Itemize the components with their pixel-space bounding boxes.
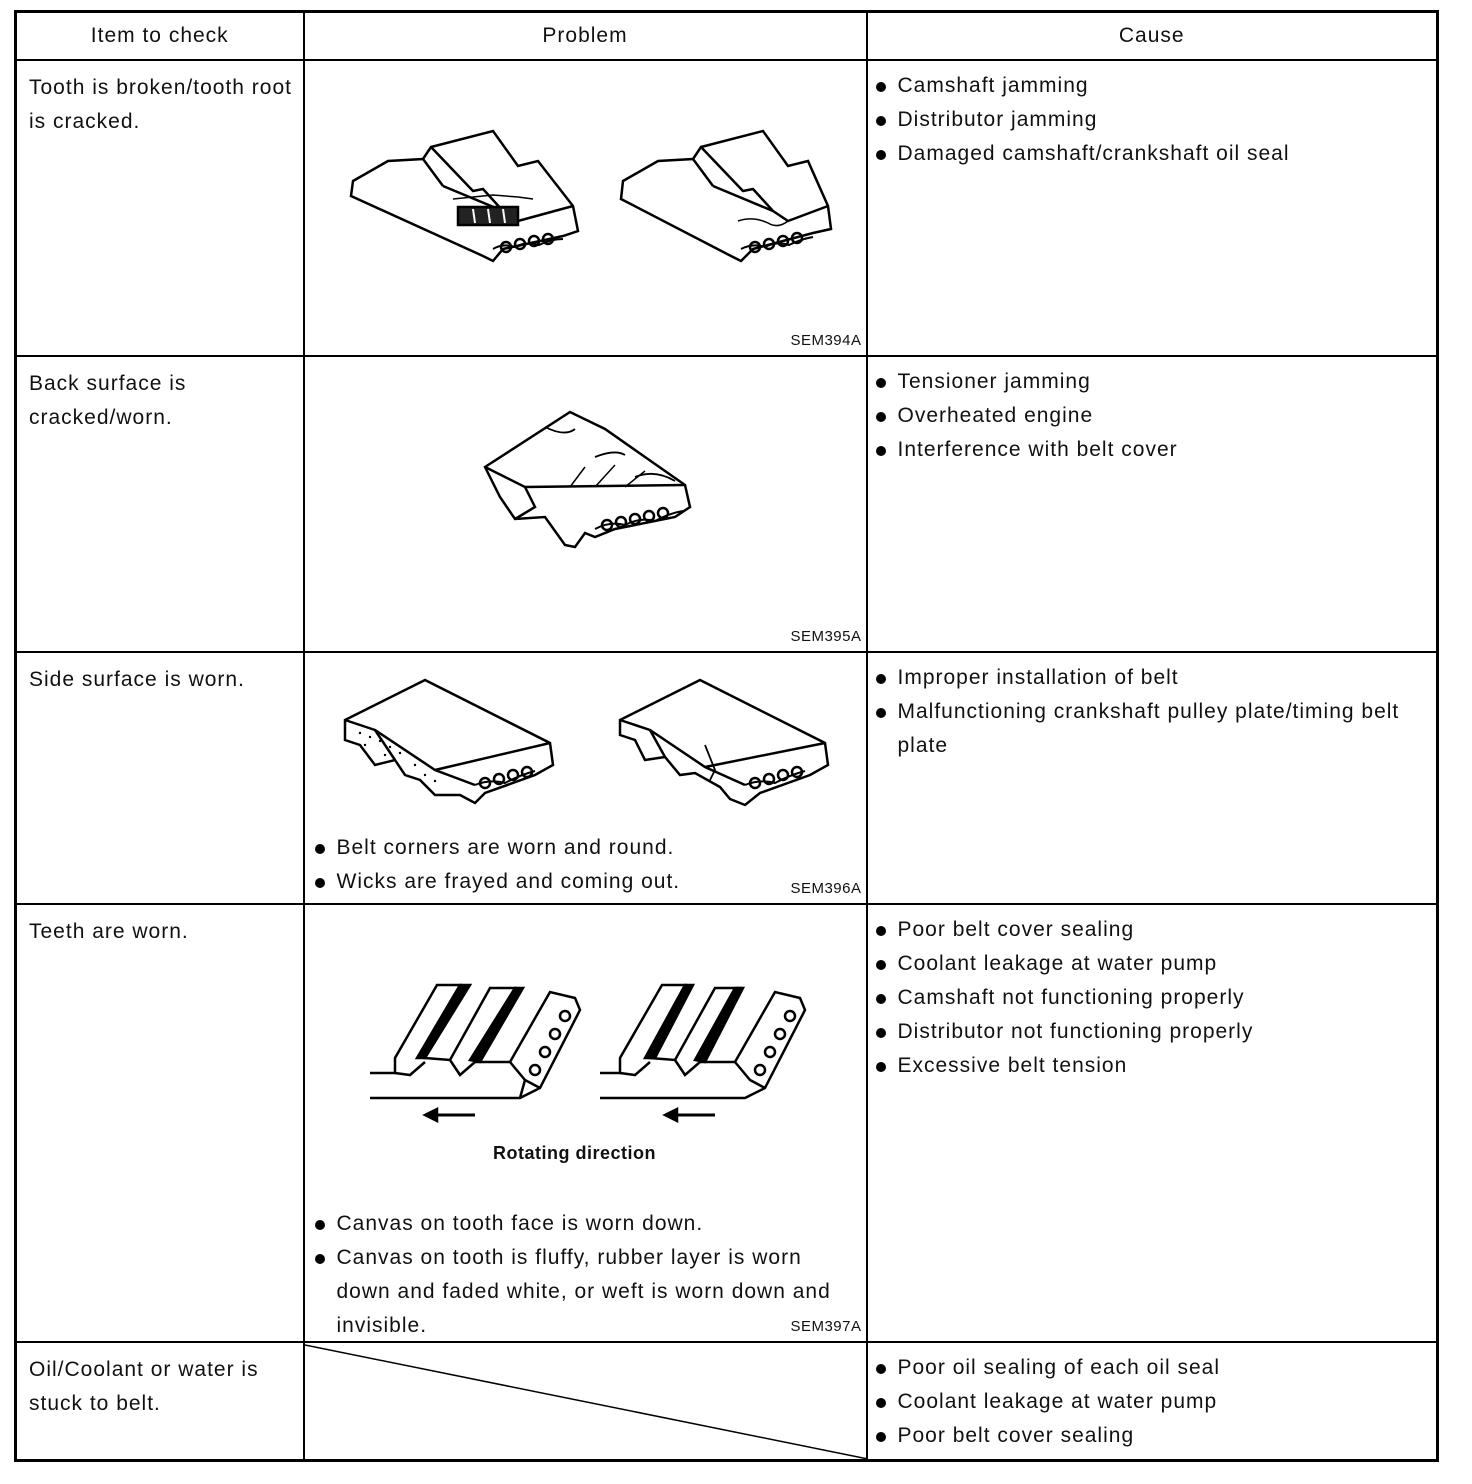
cause-list [868, 905, 1437, 1083]
cause-item: Malfunctioning crankshaft pulley plate/timing belt plate [874, 695, 1429, 763]
cause-cell [867, 904, 1438, 1342]
header-cause: Cause [867, 12, 1438, 61]
item-text: Teeth are worn. [29, 920, 189, 943]
cause-item: Interference with belt cover [874, 433, 1429, 467]
item-cell [16, 904, 304, 1342]
cause-item: Damaged camshaft/crankshaft oil seal [874, 137, 1429, 171]
worn-teeth-belt-illustration [365, 980, 825, 1130]
cause-cell [867, 1342, 1438, 1460]
cause-item: Camshaft jamming [874, 69, 1429, 103]
cause-item: Improper installation of belt [874, 661, 1429, 695]
header-item-to-check: Item to check [16, 12, 304, 61]
figure-code: SEM397A [790, 1318, 862, 1335]
table-row [16, 1342, 1438, 1460]
figure-code: SEM396A [790, 880, 862, 897]
cause-item: Overheated engine [874, 399, 1429, 433]
item-text: Side surface is worn. [29, 668, 245, 691]
problem-cell [304, 60, 867, 356]
problem-note: Belt corners are worn and round. [311, 831, 681, 865]
table-row [16, 904, 1438, 1342]
cause-item: Poor belt cover sealing [874, 913, 1429, 947]
cause-item: Coolant leakage at water pump [874, 947, 1429, 981]
cause-list [868, 1343, 1437, 1453]
item-text: Oil/Coolant or water is stuck to belt. [29, 1358, 259, 1415]
cause-list [868, 61, 1437, 171]
header-problem: Problem [304, 12, 867, 61]
item-cell [16, 652, 304, 904]
problem-notes [305, 1207, 866, 1343]
item-text: Tooth is broken/tooth root is cracked. [29, 76, 292, 133]
figure-code: SEM395A [790, 628, 862, 645]
belt-inspection-table [14, 10, 1439, 1462]
cause-item: Poor oil sealing of each oil seal [874, 1351, 1429, 1385]
cause-item: Excessive belt tension [874, 1049, 1429, 1083]
diagonal-strike-line [305, 1343, 868, 1461]
cause-cell [867, 652, 1438, 904]
cause-item: Distributor jamming [874, 103, 1429, 137]
cause-item: Camshaft not functioning properly [874, 981, 1429, 1015]
item-cell [16, 356, 304, 652]
table-row [16, 356, 1438, 652]
figure-code: SEM394A [790, 332, 862, 349]
item-text: Back surface is cracked/worn. [29, 372, 187, 429]
problem-cell [304, 652, 867, 904]
broken-tooth-belt-illustration [343, 121, 833, 271]
inspection-table-sheet [14, 10, 1438, 1464]
problem-cell-empty [304, 1342, 867, 1460]
cause-item: Distributor not functioning properly [874, 1015, 1429, 1049]
cause-item: Coolant leakage at water pump [874, 1385, 1429, 1419]
problem-cell [304, 356, 867, 652]
problem-note: Wicks are frayed and coming out. [311, 865, 681, 899]
cause-list [868, 653, 1437, 763]
worn-side-belt-illustration [335, 675, 845, 815]
problem-note: Canvas on tooth is fluffy, rubber layer is worn down and faded white, or weft is worn down and invisible. [311, 1241, 862, 1343]
rotating-direction-caption: Rotating direction [493, 1143, 656, 1163]
item-cell [16, 60, 304, 356]
cause-cell [867, 356, 1438, 652]
cracked-back-belt-illustration [475, 407, 705, 557]
table-row [16, 652, 1438, 904]
cause-item: Tensioner jamming [874, 365, 1429, 399]
cause-cell [867, 60, 1438, 356]
cause-item: Poor belt cover sealing [874, 1419, 1429, 1453]
problem-note: Canvas on tooth face is worn down. [311, 1207, 862, 1241]
header-row [16, 12, 1438, 61]
problem-notes [305, 831, 685, 899]
table-row [16, 60, 1438, 356]
item-cell [16, 1342, 304, 1460]
problem-cell [304, 904, 867, 1342]
cause-list [868, 357, 1437, 467]
